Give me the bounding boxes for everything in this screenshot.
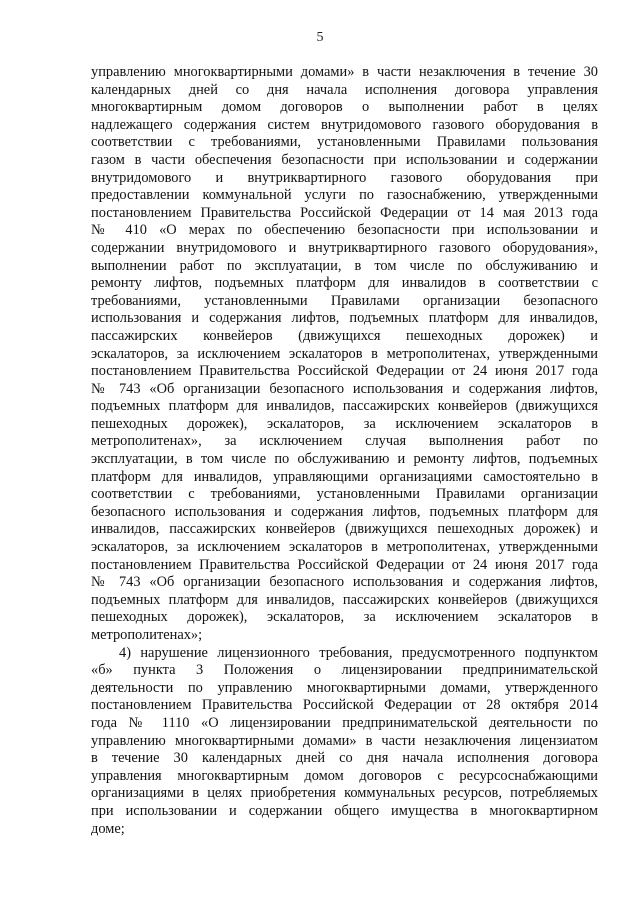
- text-line: требованиями, установленными Правилами организации безопасного: [91, 292, 598, 309]
- text-line: метрополитенах»;: [91, 627, 203, 643]
- text-line: безопасного использования и содержания лифтов, подъемных платформ для: [91, 503, 598, 520]
- text-line: доме;: [91, 820, 125, 837]
- text-line: постановлением Правительства Российской Федерации от 24 июня 2017 года: [91, 363, 598, 380]
- text-line: организациями в целях приобретения коммунальных ресурсов, потребляемых: [91, 785, 598, 802]
- text-line: эскалаторов, за исключением эскалаторов в метрополитенах, утвержденными: [91, 345, 598, 362]
- text-line: пешеходных дорожек), эскалаторов, за исключением эскалаторов в: [91, 609, 598, 626]
- text-line: выполнении работ по эксплуатации, в том числе по обслуживанию и: [91, 257, 598, 274]
- text-line: метрополитенах», за исключением случая выполнения работ по: [91, 433, 598, 450]
- text-line: газом в части обеспечения безопасности при использовании и содержании: [91, 151, 598, 168]
- text-line: использования и содержания лифтов, подъемных платформ для инвалидов,: [91, 310, 598, 327]
- text-line: эксплуатации, в том числе по обслуживанию и ремонту лифтов, подъемных: [91, 451, 598, 468]
- text-line: инвалидов, пассажирских конвейеров (движущихся пешеходных дорожек) и: [91, 521, 598, 538]
- page-number: 5: [316, 30, 324, 45]
- text-line: эскалаторов, за исключением эскалаторов в метрополитенах, утвержденными: [91, 539, 598, 556]
- text-line: № 410 «О мерах по обеспечению безопасности при использовании и: [91, 222, 598, 239]
- text-line: ремонту лифтов, подъемных платформ для инвалидов в соответствии с: [91, 275, 598, 292]
- text-line: содержании внутридомового и внутриквартирного газового оборудования»,: [91, 239, 598, 256]
- text-line: платформ для инвалидов, управляющими организациями самостоятельно в: [91, 468, 598, 485]
- text-line: управлению многоквартирными домами» в части незаключения в течение 30: [91, 64, 598, 80]
- text-line: управлению многоквартирными домами» в части незаключения лицензиатом: [91, 732, 598, 749]
- document-body: [91, 64, 598, 838]
- text-line: пассажирских конвейеров (движущихся пешеходных дорожек) и: [91, 327, 598, 344]
- text-line: подъемных платформ для инвалидов, пассажирских конвейеров (движущихся: [91, 591, 598, 608]
- text-line: постановлением Правительства Российской Федерации от 14 мая 2013 года: [91, 204, 598, 221]
- text-line: соответствии с требованиями, установленными Правилами организации: [91, 486, 598, 503]
- text-line: календарных дней со дня начала исполнения договора управления: [91, 81, 598, 98]
- text-line: в течение 30 календарных дней со дня начала исполнения договора: [91, 750, 598, 767]
- text-line: предоставлении коммунальной услуги по газоснабжению, утвержденными: [91, 187, 598, 204]
- text-line: управления многоквартирным домом договоров с ресурсоснабжающими: [91, 767, 598, 784]
- text-line: подъемных платформ для инвалидов, пассажирских конвейеров (движущихся: [91, 398, 598, 415]
- text-line: соответствии с требованиями, установленными Правилами пользования: [91, 134, 598, 151]
- text-line: деятельности по управлению многоквартирными домами, утвержденного: [91, 679, 598, 696]
- text-line: при использовании и содержании общего имущества в многоквартирном: [91, 802, 598, 819]
- text-line: года № 1110 «О лицензировании предпринимательской деятельности по: [91, 714, 598, 731]
- text-line: постановлением Правительства Российской Федерации от 24 июня 2017 года: [91, 556, 598, 573]
- text-line: «б» пункта 3 Положения о лицензировании предпринимательской: [91, 662, 598, 679]
- text-line: 4) нарушение лицензионного требования, предусмотренного подпунктом: [119, 644, 598, 661]
- text-line: пешеходных дорожек), эскалаторов, за исключением эскалаторов в: [91, 415, 598, 432]
- text-line: внутридомового и внутриквартирного газового оборудования при: [91, 169, 598, 186]
- text-line: № 743 «Об организации безопасного использования и содержания лифтов,: [91, 574, 598, 591]
- text-line: постановлением Правительства Российской Федерации от 28 октября 2014: [91, 697, 598, 714]
- text-line: многоквартирным домом договоров о выполнении работ в целях: [91, 99, 598, 116]
- text-line: № 743 «Об организации безопасного использования и содержания лифтов,: [91, 380, 598, 397]
- text-line: надлежащего содержания систем внутридомового газового оборудования в: [91, 116, 598, 133]
